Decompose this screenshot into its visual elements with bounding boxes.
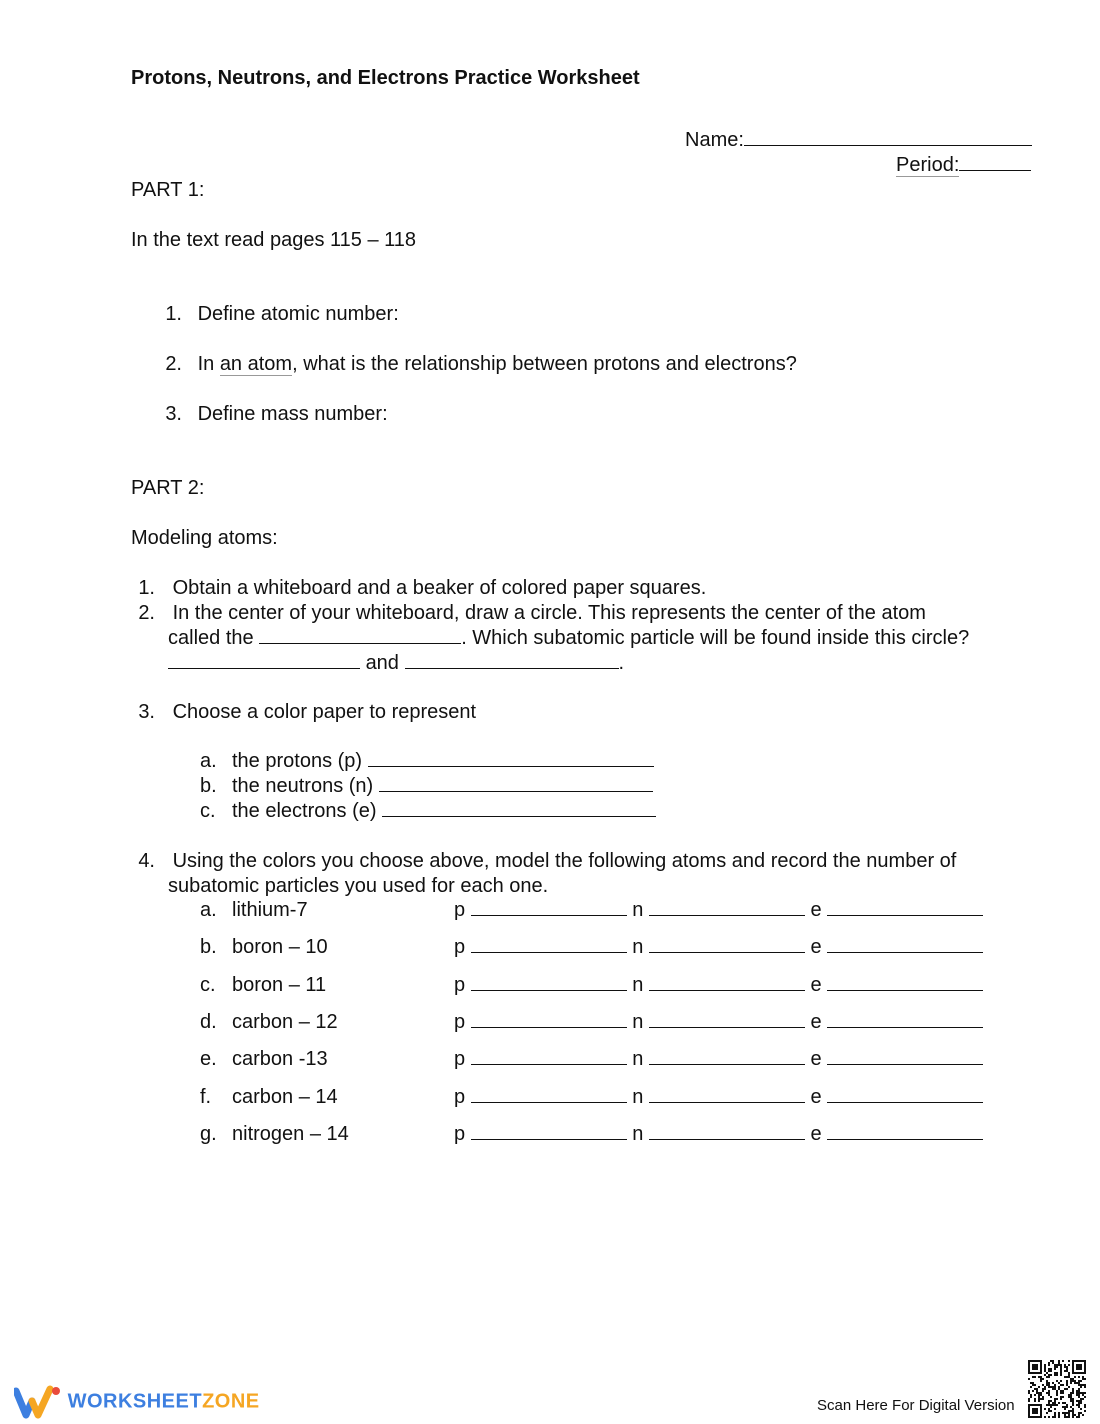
- e-label: e: [810, 899, 822, 921]
- part1-question-3: [160, 402, 388, 426]
- e-blank[interactable]: [827, 973, 983, 991]
- p-label: p: [454, 936, 466, 959]
- period-label: Period:: [896, 154, 960, 176]
- step-2-line2: [168, 626, 969, 650]
- step-text-pre: called the: [168, 627, 254, 649]
- n-blank[interactable]: [649, 1085, 805, 1103]
- p-blank[interactable]: [471, 1085, 627, 1103]
- atom-name: carbon – 14: [232, 1085, 338, 1108]
- p-label: p: [454, 973, 466, 996]
- e-label: e: [810, 936, 822, 959]
- n-blank[interactable]: [649, 898, 805, 916]
- part2-intro: Modeling atoms:: [131, 527, 278, 549]
- step-number: 1.: [138, 577, 155, 599]
- atom-row: [200, 1122, 983, 1146]
- question-number: 1.: [165, 303, 182, 325]
- p-label: p: [454, 899, 466, 921]
- logo-text-accent: ZONE: [202, 1390, 260, 1413]
- and-text: and: [365, 652, 399, 674]
- atom-row: [200, 1085, 983, 1109]
- n-label: n: [632, 899, 644, 921]
- item-text: the electrons (e): [232, 800, 377, 822]
- color-item-neutrons: [200, 774, 653, 798]
- e-label: e: [810, 1122, 822, 1145]
- step-number: 3.: [138, 701, 155, 723]
- part1-question-2: [160, 352, 797, 376]
- period-blank[interactable]: [959, 153, 1031, 171]
- p-blank[interactable]: [471, 1122, 627, 1140]
- p-blank[interactable]: [471, 1047, 627, 1065]
- atom-letter: a.: [200, 899, 217, 921]
- atom-name: lithium-7: [232, 899, 308, 921]
- n-blank[interactable]: [649, 1047, 805, 1065]
- question-text: Define atomic number:: [197, 303, 399, 325]
- item-letter: b.: [200, 775, 217, 797]
- n-label: n: [632, 1048, 644, 1071]
- n-label: n: [632, 936, 644, 959]
- atom-name: nitrogen – 14: [232, 1122, 349, 1145]
- p-blank[interactable]: [471, 935, 627, 953]
- part1-question-1: [160, 302, 399, 326]
- color-item-electrons: [200, 799, 656, 823]
- electrons-color-blank[interactable]: [382, 799, 656, 817]
- logo-text-primary: WORKSHEET: [67, 1390, 203, 1413]
- e-label: e: [810, 1010, 822, 1033]
- atom-row: [200, 898, 983, 922]
- atom-letter: g.: [200, 1122, 217, 1145]
- neutrons-color-blank[interactable]: [379, 774, 653, 792]
- part2-heading: PART 2:: [131, 477, 205, 499]
- e-blank[interactable]: [827, 898, 983, 916]
- step-4: [133, 849, 956, 873]
- e-label: e: [810, 1085, 822, 1108]
- e-blank[interactable]: [827, 935, 983, 953]
- name-blank[interactable]: [744, 128, 1032, 146]
- worksheetzone-logo-icon: [14, 1385, 62, 1419]
- atom-row: [200, 935, 983, 959]
- e-blank[interactable]: [827, 1010, 983, 1028]
- step-text: Obtain a whiteboard and a beaker of colored paper squares.: [172, 577, 707, 599]
- qr-code-icon[interactable]: [1028, 1360, 1086, 1418]
- atom-row: [200, 1010, 983, 1034]
- question-text-pre: In: [197, 353, 220, 375]
- name-label: Name:: [685, 129, 744, 151]
- p-label: p: [454, 1010, 466, 1033]
- e-label: e: [810, 1048, 822, 1071]
- atom-row: [200, 973, 983, 997]
- item-text: the neutrons (n): [232, 775, 374, 797]
- worksheetzone-logo: [14, 1384, 260, 1418]
- n-blank[interactable]: [649, 935, 805, 953]
- atom-letter: d.: [200, 1010, 217, 1033]
- atom-row: [200, 1047, 983, 1071]
- page-title: Protons, Neutrons, and Electrons Practice Worksheet: [131, 67, 640, 89]
- item-text: the protons (p): [232, 750, 363, 772]
- n-blank[interactable]: [649, 1122, 805, 1140]
- particle-blank-1[interactable]: [168, 651, 360, 669]
- step-1: [133, 576, 706, 600]
- e-blank[interactable]: [827, 1085, 983, 1103]
- item-letter: a.: [200, 750, 217, 772]
- period-mark: .: [618, 652, 625, 674]
- p-blank[interactable]: [471, 898, 627, 916]
- step-number: 4.: [138, 850, 155, 872]
- n-blank[interactable]: [649, 1010, 805, 1028]
- step-text: Choose a color paper to represent: [172, 701, 477, 723]
- step-2-line3: [168, 651, 624, 675]
- step-3: [133, 700, 476, 724]
- n-label: n: [632, 1122, 644, 1145]
- step-number: 2.: [138, 602, 155, 624]
- e-blank[interactable]: [827, 1047, 983, 1065]
- step-4-line2: subatomic particles you used for each one.: [168, 875, 549, 897]
- question-text-post: , what is the relationship between protons and electrons?: [292, 353, 797, 375]
- atom-name: boron – 11: [232, 973, 327, 996]
- question-number: 3.: [165, 403, 182, 425]
- n-label: n: [632, 1010, 644, 1033]
- nucleus-blank[interactable]: [259, 626, 461, 644]
- part1-intro: In the text read pages 115 – 118: [131, 229, 417, 251]
- item-letter: c.: [200, 800, 216, 822]
- atom-letter: b.: [200, 936, 217, 959]
- question-number: 2.: [165, 353, 182, 375]
- n-label: n: [632, 1085, 644, 1108]
- n-label: n: [632, 973, 644, 996]
- question-text: Define mass number:: [197, 403, 388, 425]
- p-label: p: [454, 1048, 466, 1071]
- name-field: [685, 128, 1032, 152]
- e-blank[interactable]: [827, 1122, 983, 1140]
- p-label: p: [454, 1122, 466, 1145]
- atom-letter: c.: [200, 973, 216, 996]
- protons-color-blank[interactable]: [368, 749, 654, 767]
- atom-name: carbon – 12: [232, 1010, 338, 1033]
- n-blank[interactable]: [649, 973, 805, 991]
- particle-blank-2[interactable]: [405, 651, 619, 669]
- atom-name: boron – 10: [232, 936, 328, 959]
- p-blank[interactable]: [471, 1010, 627, 1028]
- atom-name: carbon -13: [232, 1048, 328, 1071]
- an-atom-link[interactable]: an atom: [219, 353, 293, 375]
- step-text-line1: Using the colors you choose above, model the following atoms and record the number of: [172, 850, 957, 872]
- step-2: [133, 601, 926, 625]
- p-label: p: [454, 1085, 466, 1108]
- p-blank[interactable]: [471, 973, 627, 991]
- scan-text: Scan Here For Digital Version: [817, 1397, 1015, 1414]
- step-text-post: . Which subatomic particle will be found inside this circle?: [461, 627, 970, 649]
- color-item-protons: [200, 749, 654, 773]
- e-label: e: [810, 973, 822, 996]
- atom-letter: e.: [200, 1048, 217, 1071]
- atom-letter: f.: [200, 1085, 212, 1108]
- period-field: [896, 153, 1031, 177]
- step-text-line1: In the center of your whiteboard, draw a circle. This represents the center of the atom: [172, 602, 926, 624]
- part1-heading: PART 1:: [131, 179, 205, 201]
